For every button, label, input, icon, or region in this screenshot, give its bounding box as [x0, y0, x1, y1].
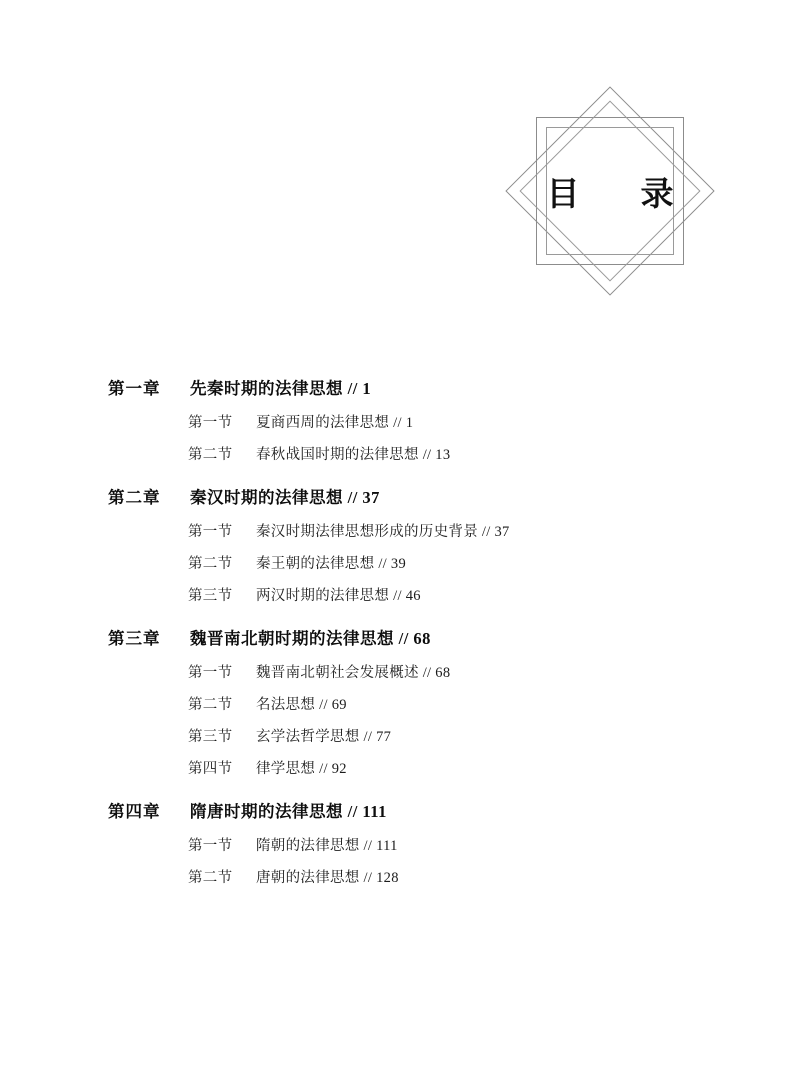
section-number: 第二节 — [188, 556, 233, 572]
toc-section-entry[interactable] — [0, 725, 799, 746]
toc-section-entry[interactable] — [0, 443, 799, 464]
section-title: 名法思想 // 69 — [256, 697, 347, 713]
chapter-title: 魏晋南北朝时期的法律思想 // 68 — [190, 629, 431, 648]
toc-section-entry[interactable] — [0, 757, 799, 778]
section-title: 夏商西周的法律思想 // 1 — [256, 415, 414, 431]
toc-chapter-entry[interactable] — [0, 625, 799, 649]
section-number: 第一节 — [188, 415, 233, 431]
page-title: 目 录 — [546, 173, 688, 213]
toc-section-entry[interactable] — [0, 520, 799, 541]
chapter-block — [0, 375, 799, 464]
section-title: 唐朝的法律思想 // 128 — [256, 870, 399, 886]
section-title: 律学思想 // 92 — [256, 761, 347, 777]
toc-section-entry[interactable] — [0, 834, 799, 855]
toc-section-entry[interactable] — [0, 661, 799, 682]
chapter-number: 第二章 — [108, 488, 161, 507]
toc-section-entry[interactable] — [0, 693, 799, 714]
table-of-contents — [0, 375, 799, 907]
toc-section-entry[interactable] — [0, 552, 799, 573]
chapter-block — [0, 625, 799, 778]
section-number: 第一节 — [188, 524, 233, 540]
toc-section-entry[interactable] — [0, 866, 799, 887]
section-title: 两汉时期的法律思想 // 46 — [256, 588, 421, 604]
chapter-title: 先秦时期的法律思想 // 1 — [190, 379, 372, 398]
chapter-title: 隋唐时期的法律思想 // 111 — [190, 802, 387, 821]
chapter-block — [0, 798, 799, 887]
toc-section-entry[interactable] — [0, 411, 799, 432]
chapter-number: 第四章 — [108, 802, 161, 821]
section-title: 秦汉时期法律思想形成的历史背景 // 37 — [256, 524, 510, 540]
section-number: 第一节 — [188, 665, 233, 681]
toc-chapter-entry[interactable] — [0, 375, 799, 399]
section-title: 春秋战国时期的法律思想 // 13 — [256, 447, 451, 463]
section-number: 第三节 — [188, 588, 233, 604]
chapter-number: 第一章 — [108, 379, 161, 398]
chapter-block — [0, 484, 799, 605]
toc-chapter-entry[interactable] — [0, 484, 799, 508]
section-number: 第四节 — [188, 761, 233, 777]
section-title: 魏晋南北朝社会发展概述 // 68 — [256, 665, 451, 681]
toc-chapter-entry[interactable] — [0, 798, 799, 822]
section-number: 第三节 — [188, 729, 233, 745]
toc-ornament — [505, 86, 715, 296]
section-number: 第二节 — [188, 870, 233, 886]
chapter-title: 秦汉时期的法律思想 // 37 — [190, 488, 380, 507]
section-title: 玄学法哲学思想 // 77 — [256, 729, 392, 745]
section-title: 秦王朝的法律思想 // 39 — [256, 556, 407, 572]
toc-section-entry[interactable] — [0, 584, 799, 605]
section-number: 第二节 — [188, 447, 233, 463]
chapter-number: 第三章 — [108, 629, 161, 648]
section-title: 隋朝的法律思想 // 111 — [256, 838, 398, 854]
section-number: 第一节 — [188, 838, 233, 854]
section-number: 第二节 — [188, 697, 233, 713]
